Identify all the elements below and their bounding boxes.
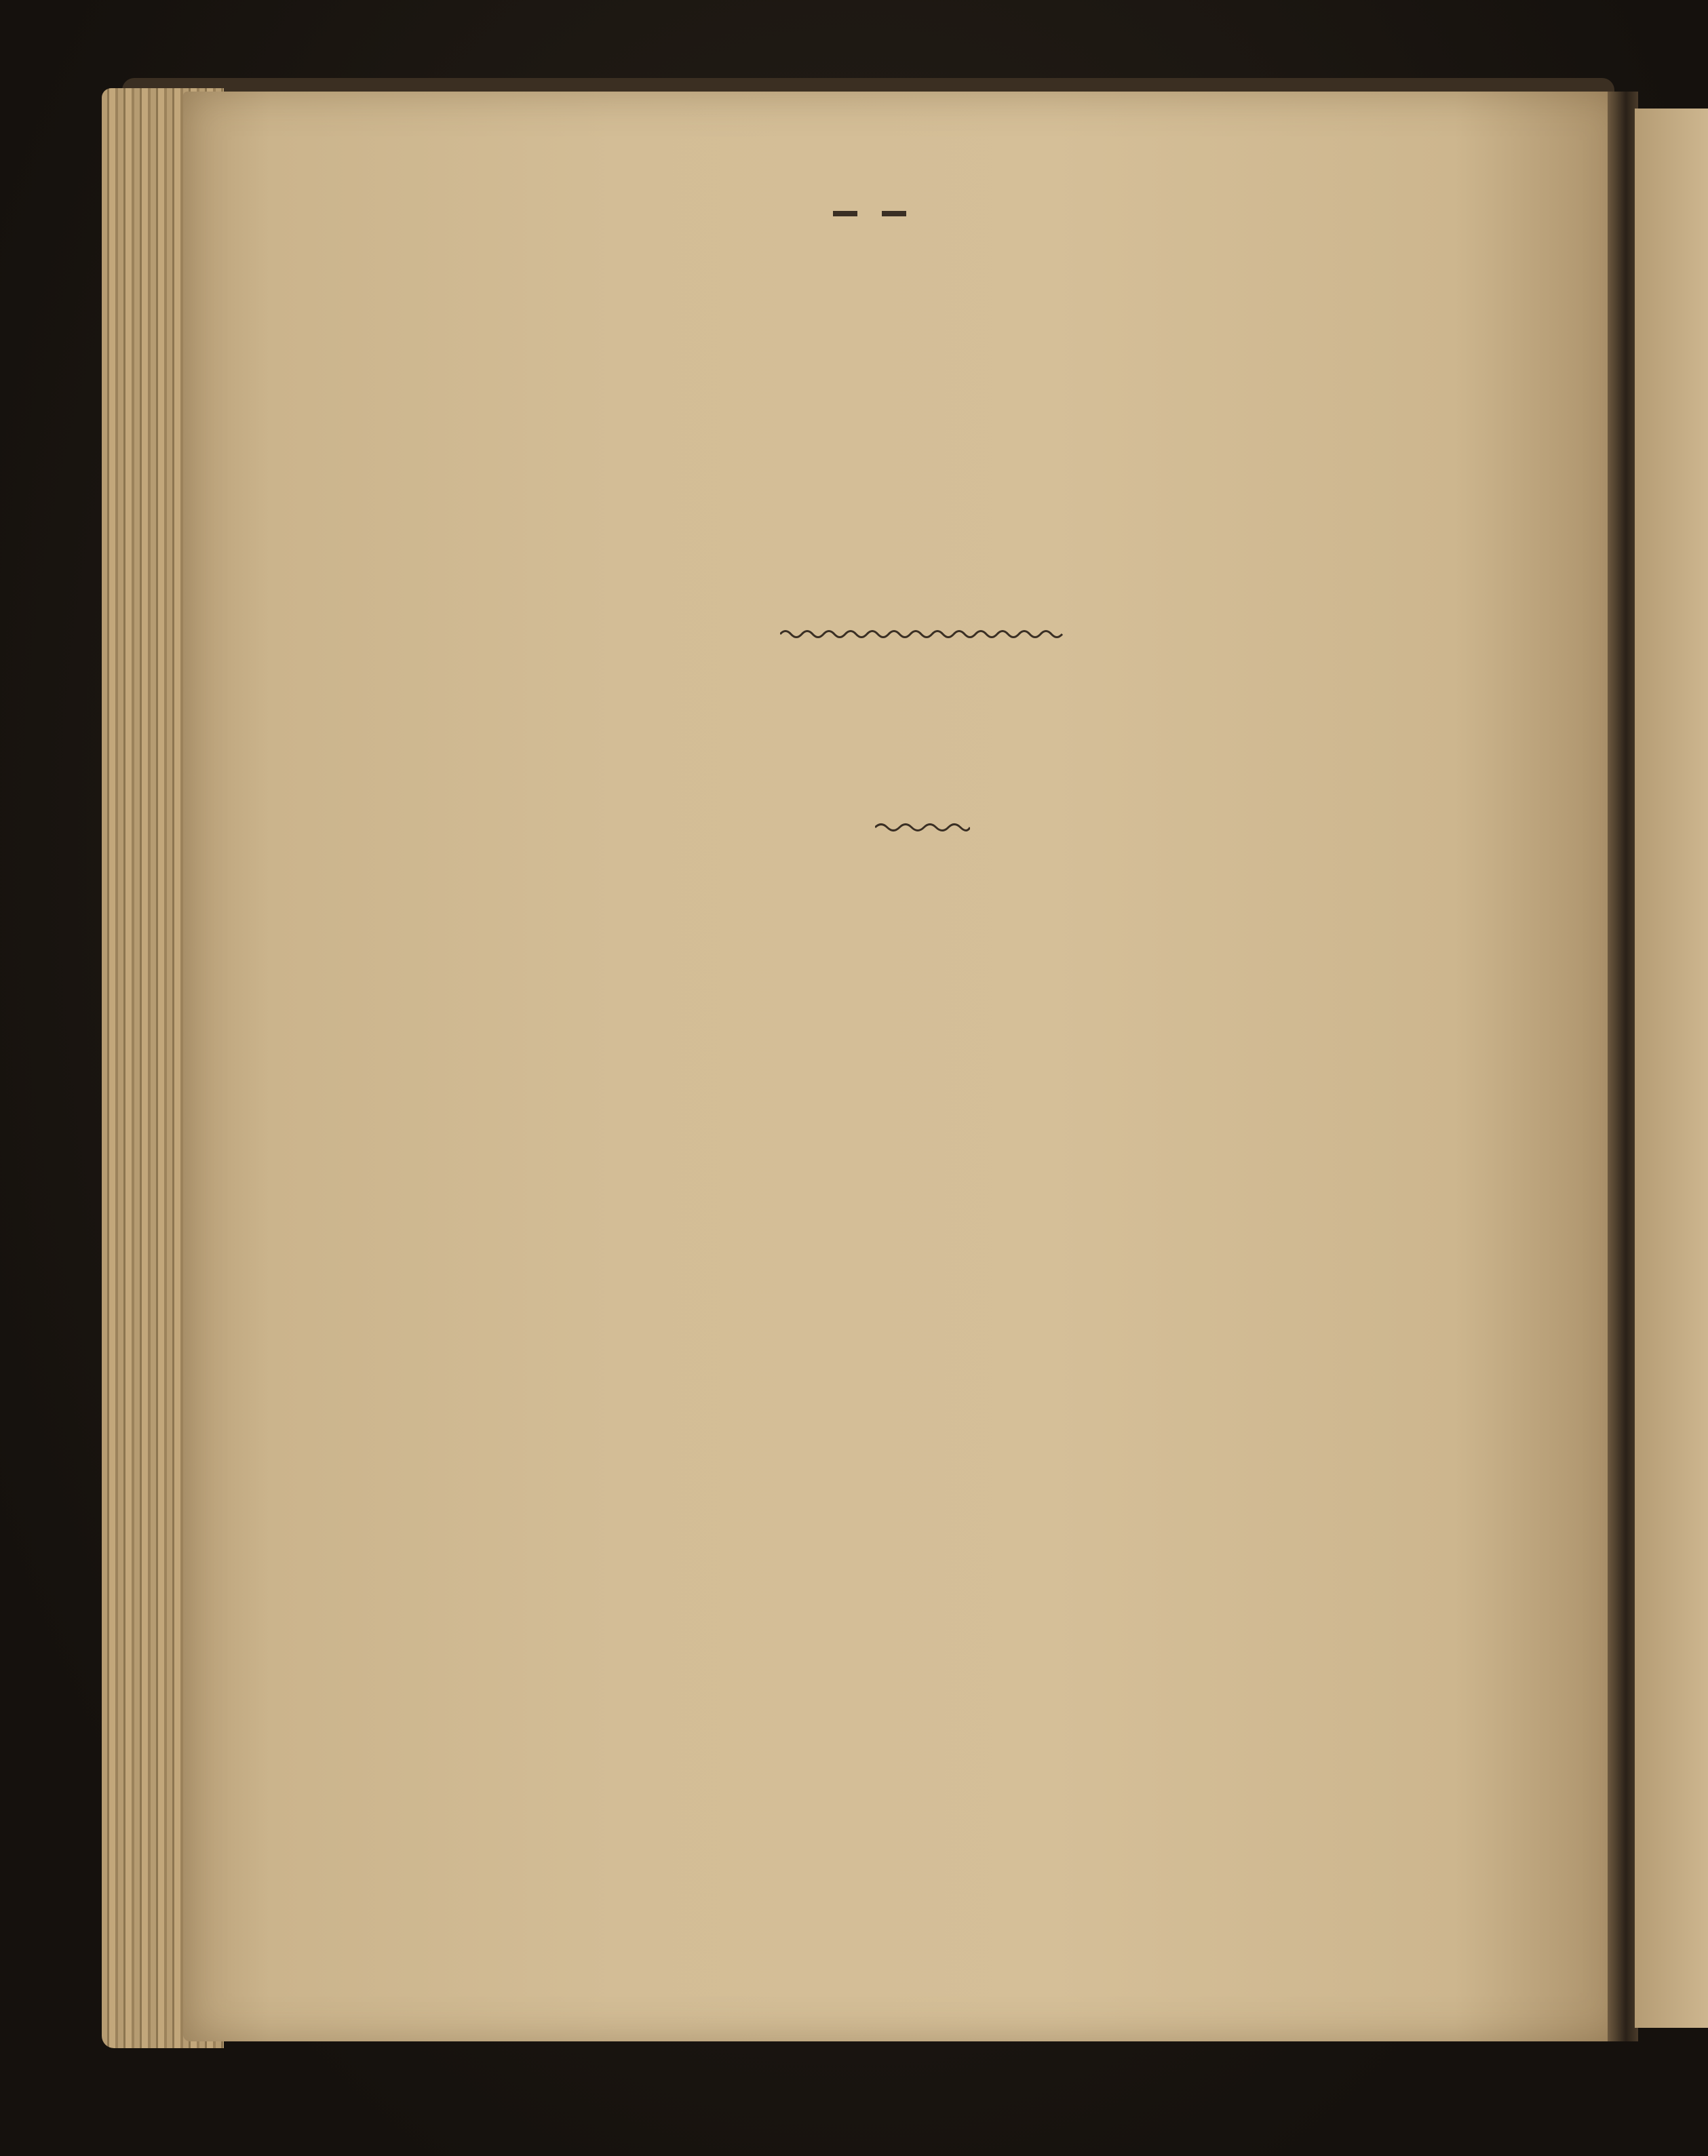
wavy-separator [780,627,1072,641]
page-number [821,189,1024,232]
book-page [183,92,1628,2041]
book-gutter [1608,92,1638,2041]
chapter-ornament [875,821,970,834]
page-number-dash-right [882,211,906,216]
page-number-dash-left [833,211,857,216]
facing-page [1635,109,1708,2028]
